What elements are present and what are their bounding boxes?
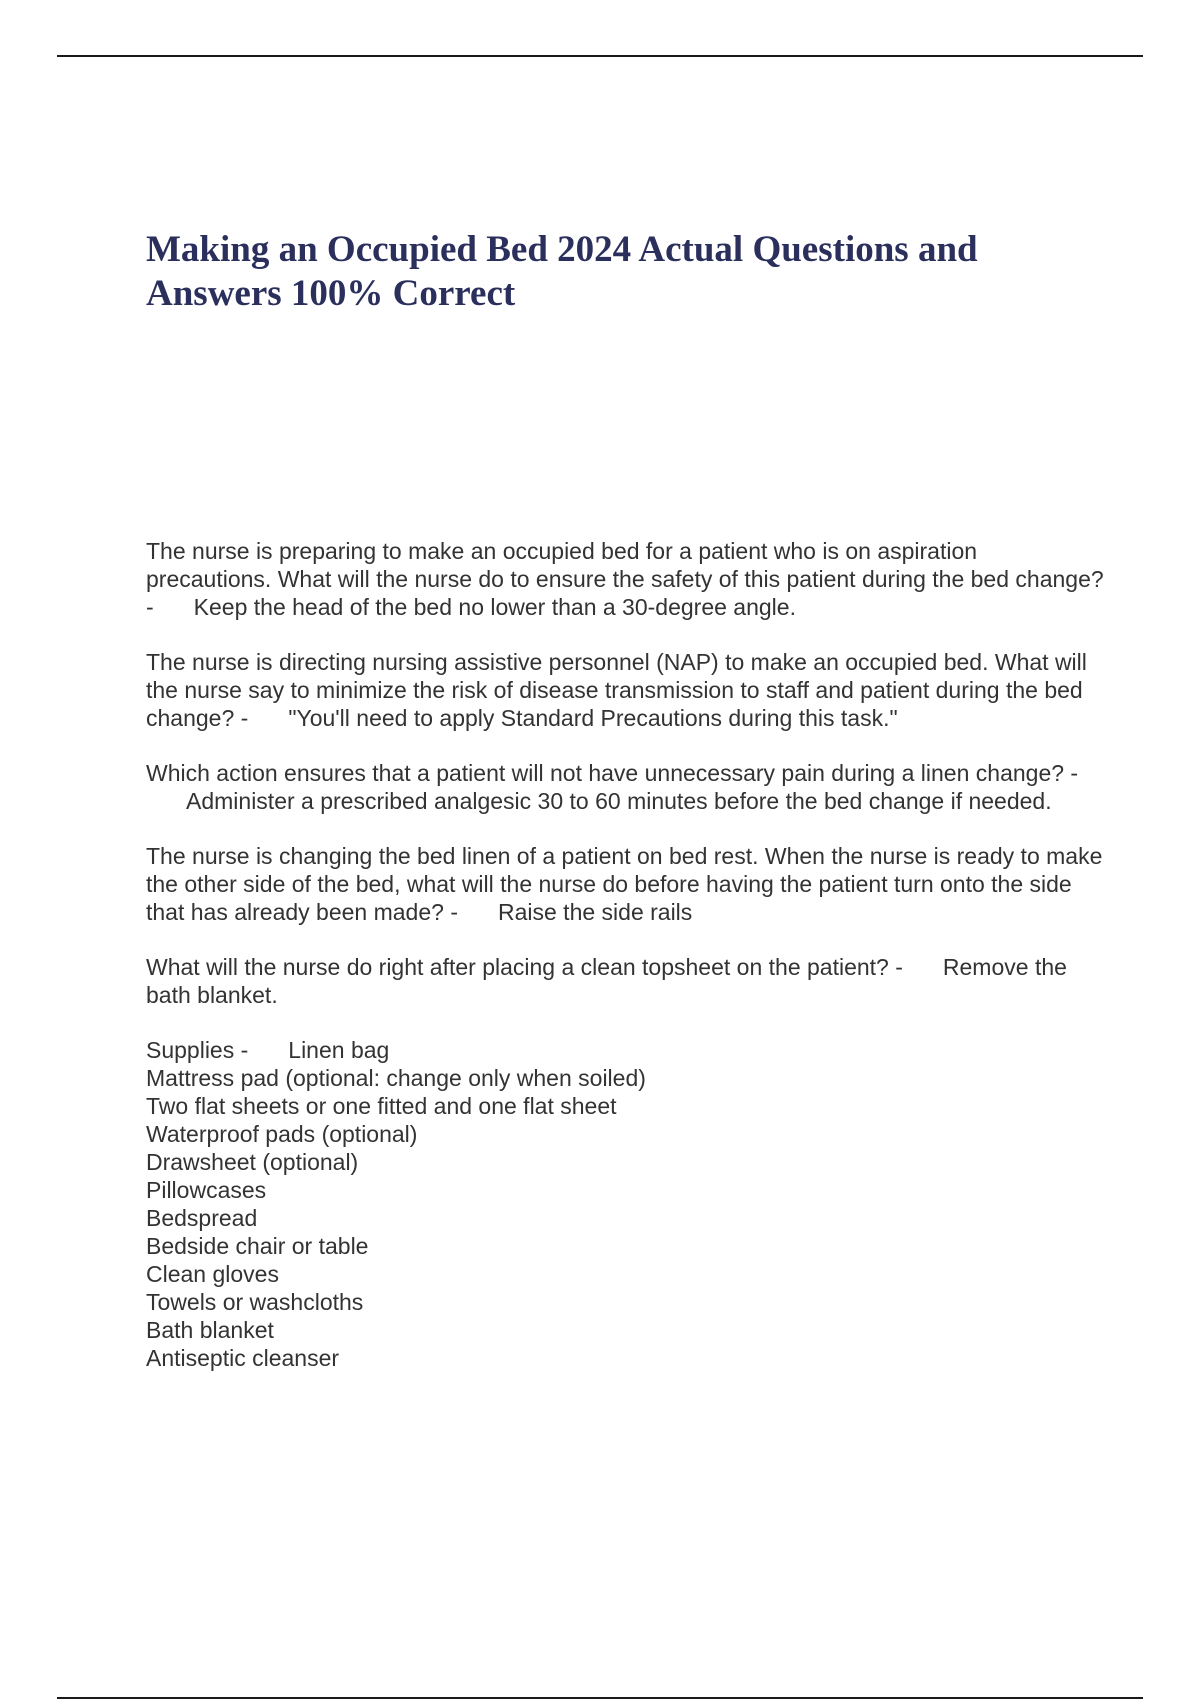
footer-rule xyxy=(57,1697,1143,1699)
qa-list xyxy=(146,537,1106,1372)
supply-item: Bedside chair or table xyxy=(146,1233,369,1259)
qa-item xyxy=(146,953,1106,1009)
qa-item xyxy=(146,537,1106,621)
supplies-list xyxy=(146,1036,1106,1372)
supply-item: Waterproof pads (optional) xyxy=(146,1121,418,1147)
supply-item: Pillowcases xyxy=(146,1177,267,1203)
question-text: Which action ensures that a patient will not have unnecessary pain during a linen change? - xyxy=(146,760,1079,786)
supply-item: Mattress pad (optional: change only when soiled) xyxy=(146,1065,646,1091)
answer-text: Raise the side rails xyxy=(497,899,693,925)
supplies-header xyxy=(146,1036,1106,1064)
supply-item: Drawsheet (optional) xyxy=(146,1149,359,1175)
supply-item: Bedspread xyxy=(146,1205,258,1231)
question-text: The nurse is preparing to make an occupied bed for a patient who is on aspiration precautions. What will the nurse do to ensure the safety of this patient during the bed change? - xyxy=(146,538,1104,620)
qa-item xyxy=(146,759,1106,815)
question-text: What will the nurse do right after placing a clean topsheet on the patient? - xyxy=(146,954,903,980)
supply-item: Antiseptic cleanser xyxy=(146,1345,340,1371)
answer-text: Administer a prescribed analgesic 30 to 60 minutes before the bed change if needed. xyxy=(186,788,1052,814)
supply-item: Bath blanket xyxy=(146,1317,274,1343)
document-title: Making an Occupied Bed 2024 Actual Questions and Answers 100% Correct xyxy=(146,229,978,314)
supply-item: Clean gloves xyxy=(146,1261,279,1287)
qa-item xyxy=(146,648,1106,732)
header-rule xyxy=(57,55,1143,57)
question-text: The nurse is directing nursing assistive personnel (NAP) to make an occupied bed. What will the nurse say to minimize the risk of disease transmission to staff and patient during the bed change? - xyxy=(146,649,1087,731)
answer-text: "You'll need to apply Standard Precautions during this task." xyxy=(288,705,898,731)
supply-item: Linen bag xyxy=(288,1037,390,1063)
answer-text: Keep the head of the bed no lower than a 30-degree angle. xyxy=(193,594,796,620)
supplies-label: Supplies - xyxy=(146,1037,249,1063)
qa-item xyxy=(146,842,1106,926)
supply-item: Two flat sheets or one fitted and one flat sheet xyxy=(146,1093,617,1119)
supply-item: Towels or washcloths xyxy=(146,1289,364,1315)
question-text: The nurse is changing the bed linen of a patient on bed rest. When the nurse is ready to make the other side of the bed, what will the nurse do before having the patient turn onto the side that has already been made? - xyxy=(146,843,1103,925)
answer-text: Remove the bath blanket. xyxy=(146,954,1067,1008)
